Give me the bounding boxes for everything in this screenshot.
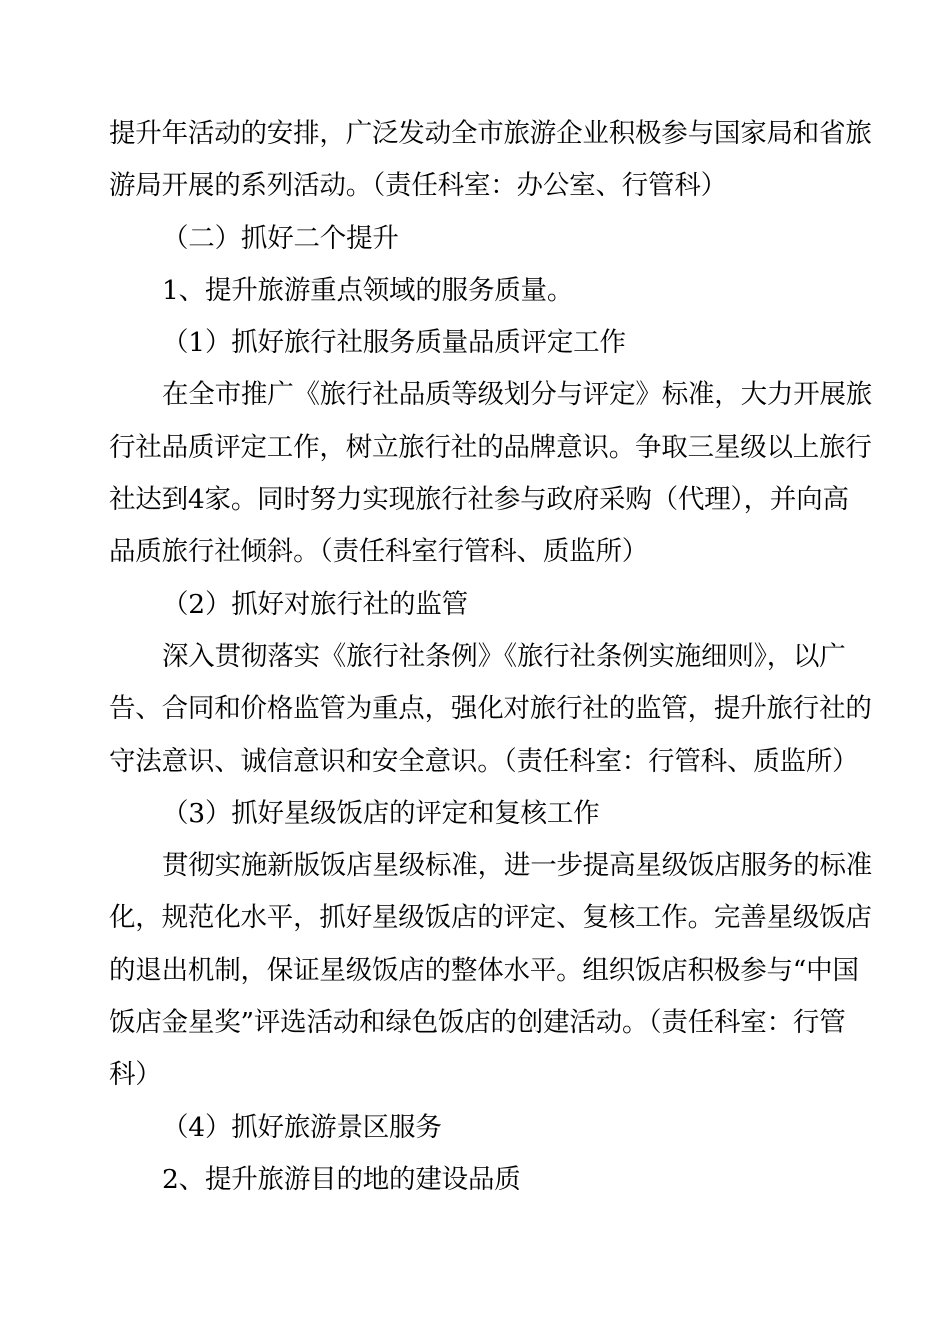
- text-line: 社达到4家。同时努力实现旅行社参与政府采购（代理），并向高: [109, 484, 849, 516]
- text-line: 的退出机制，保证星级饭店的整体水平。组织饭店积极参与“中国: [109, 954, 859, 986]
- text-line: 饭店金星奖”评选活动和绿色饭店的创建活动。（责任科室：行管: [109, 1007, 846, 1039]
- document-body: [109, 108, 873, 1206]
- text-line: 深入贯彻落实《旅行社条例》《旅行社条例实施细则》，以广: [162, 640, 846, 672]
- text-line: 化，规范化水平，抓好星级饭店的评定、复核工作。完善星级饭店: [109, 902, 872, 934]
- section-heading: （二）抓好二个提升: [162, 222, 399, 254]
- text-line: 品质旅行社倾斜。（责任科室行管科、质监所）: [109, 536, 649, 568]
- subsection-heading: 1、提升旅游重点领域的服务质量。: [162, 274, 574, 306]
- text-line: 在全市推广《旅行社品质等级划分与评定》标准，大力开展旅: [162, 379, 873, 411]
- text-line: 行社品质评定工作，树立旅行社的品牌意识。争取三星级以上旅行: [109, 431, 872, 463]
- item-heading: （4）抓好旅游景区服务: [162, 1111, 442, 1143]
- item-heading: （2）抓好对旅行社的监管: [162, 588, 468, 620]
- text-line: 游局开展的系列活动。（责任科室：办公室、行管科）: [109, 170, 727, 202]
- item-heading: （3）抓好星级饭店的评定和复核工作: [162, 797, 600, 829]
- text-line: 提升年活动的安排，广泛发动全市旅游企业积极参与国家局和省旅: [109, 118, 872, 149]
- text-line: 科）: [109, 1059, 162, 1091]
- text-line: 贯彻实施新版饭店星级标准，进一步提高星级饭店服务的标准: [162, 850, 873, 882]
- item-heading: （1）抓好旅行社服务质量品质评定工作: [162, 327, 626, 359]
- subsection-heading: 2、提升旅游目的地的建设品质: [162, 1163, 521, 1195]
- text-line: 守法意识、诚信意识和安全意识。（责任科室：行管科、质监所）: [109, 745, 859, 777]
- text-line: 告、合同和价格监管为重点，强化对旅行社的监管，提升旅行社的: [109, 693, 872, 725]
